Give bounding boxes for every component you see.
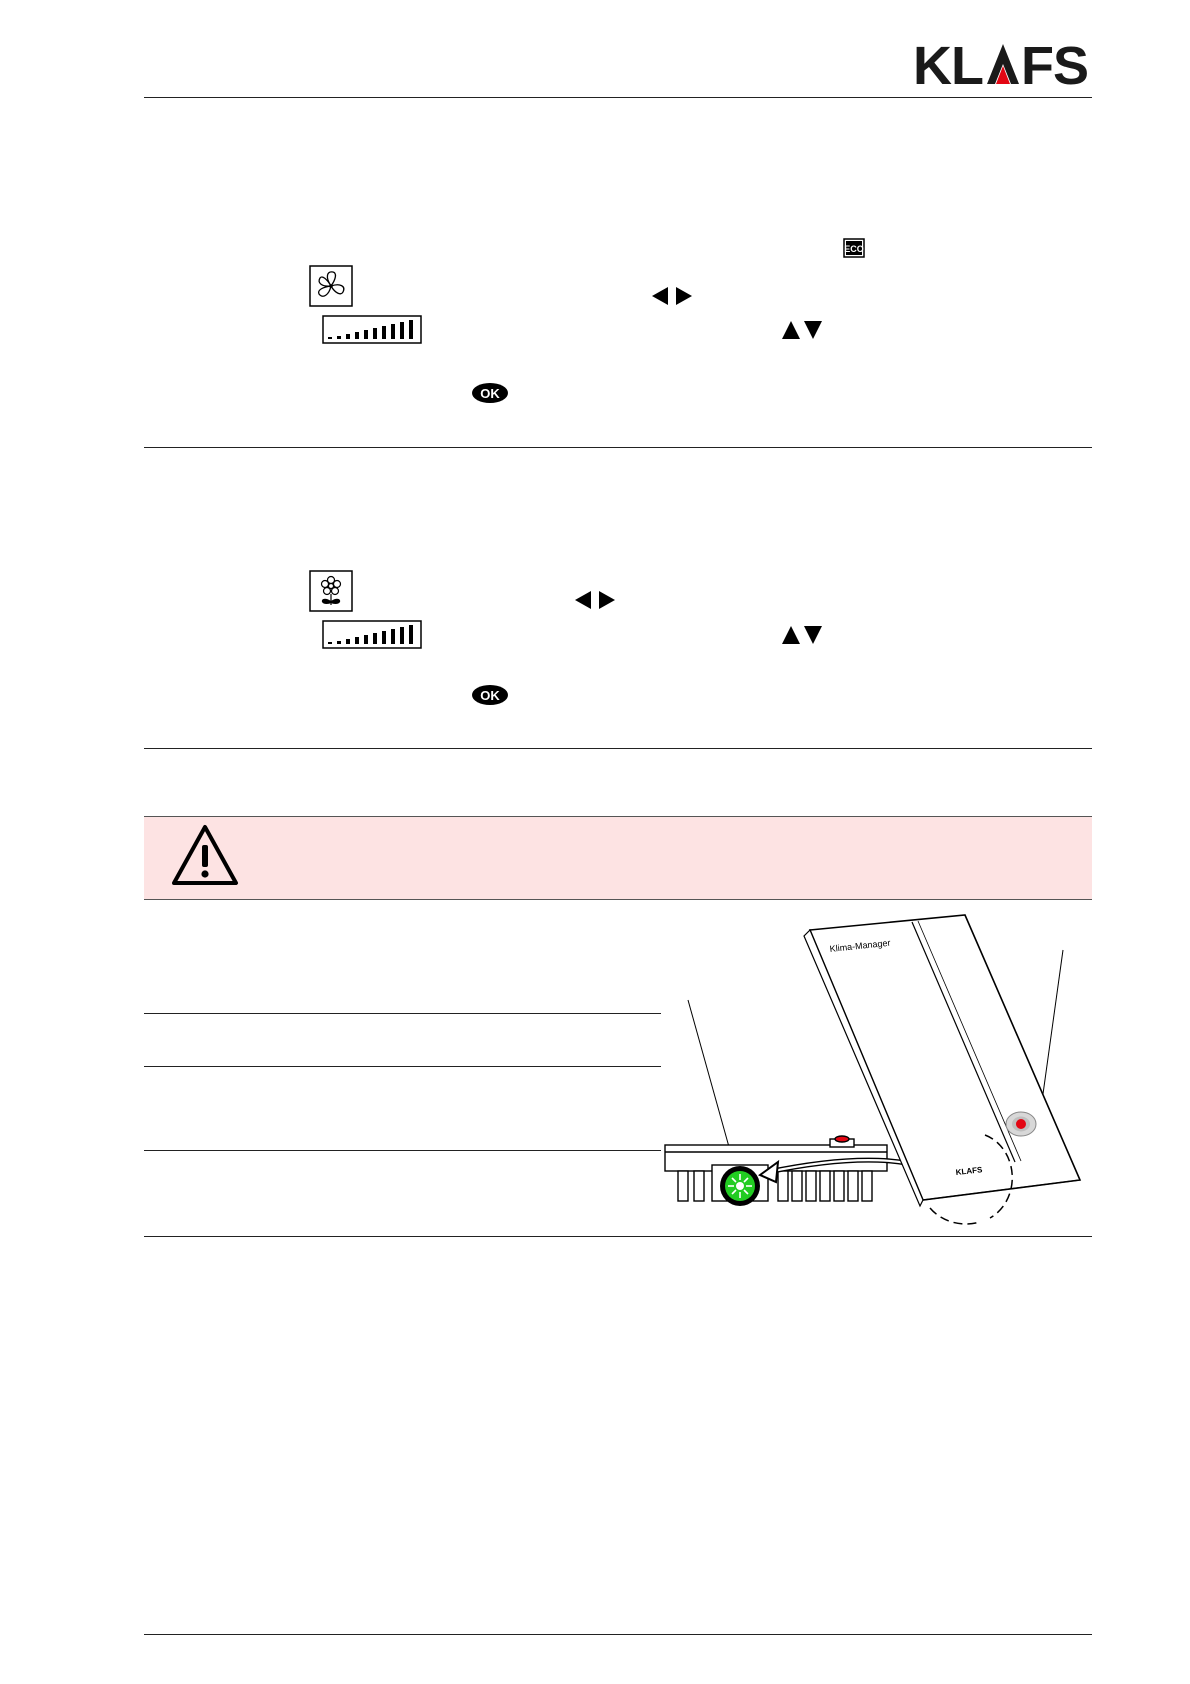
level-bars-icon <box>322 315 422 344</box>
svg-text:OK: OK <box>480 386 500 401</box>
fan-icon <box>309 265 353 307</box>
ok-button-icon-2 <box>471 684 509 706</box>
arrow-up-down-icon <box>780 320 824 340</box>
svg-text:OK: OK <box>480 688 500 703</box>
table-rule-2 <box>144 1066 661 1067</box>
table-rule-3 <box>144 1150 661 1151</box>
section-divider-2 <box>144 748 1092 749</box>
eco-icon <box>843 238 865 258</box>
klafs-logo-graphic <box>913 38 1093 90</box>
warning-band <box>144 816 1092 900</box>
section-divider-1 <box>144 447 1092 448</box>
footer-rule <box>144 1634 1092 1635</box>
arrow-up-down-icon-2 <box>780 625 824 645</box>
arrow-left-right-icon <box>650 286 694 306</box>
table-rule-1 <box>144 1013 661 1014</box>
warning-triangle-icon <box>170 823 240 887</box>
green-led <box>720 1166 760 1206</box>
level-bars-icon-2 <box>322 620 422 649</box>
klafs-logo <box>913 38 1093 90</box>
svg-text:KLAFS: KLAFS <box>955 1165 983 1177</box>
section-divider-3 <box>144 1236 1092 1237</box>
arrow-left-right-icon-2 <box>573 590 617 610</box>
svg-text:ECO: ECO <box>844 244 864 254</box>
header-rule <box>144 97 1092 98</box>
device-illustration <box>660 910 1100 1240</box>
ok-button-icon <box>471 382 509 404</box>
svg-text:KL: KL <box>913 38 983 90</box>
flower-icon <box>309 570 353 612</box>
svg-text:Klima-Manager: Klima-Manager <box>829 937 891 954</box>
svg-text:FS: FS <box>1021 38 1089 90</box>
